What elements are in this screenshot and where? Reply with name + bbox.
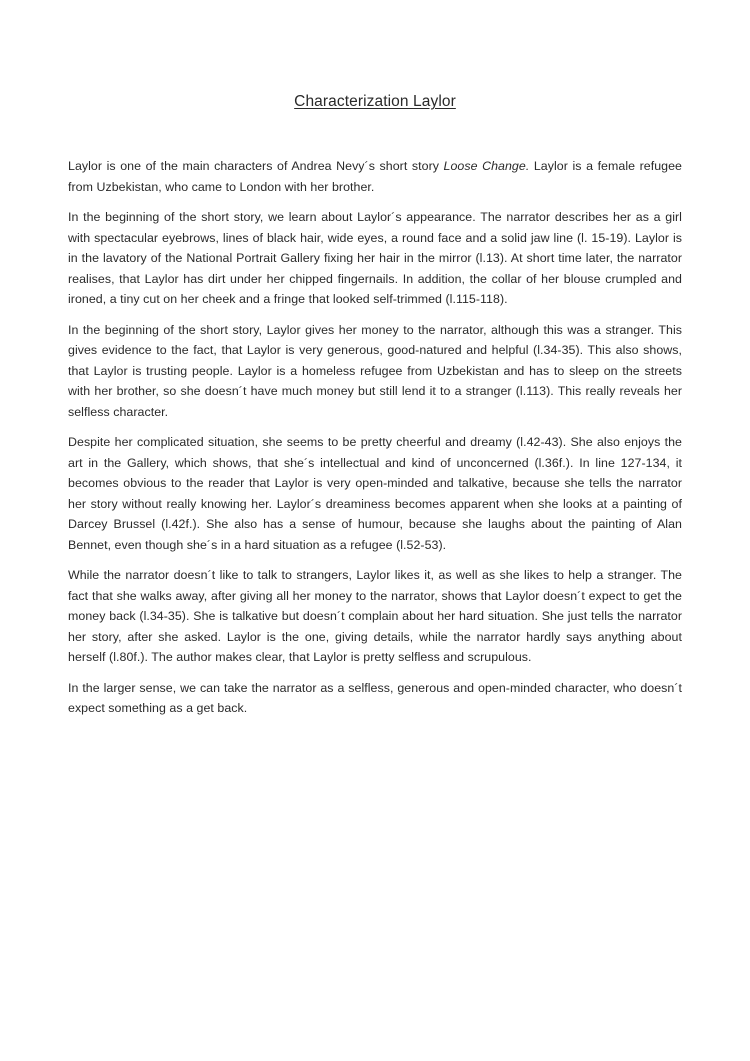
- paragraph-intro: [68, 156, 682, 197]
- paragraph-comparison: While the narrator doesn´t like to talk to strangers, Laylor likes it, as well as she likes to help a stranger. The fact that she walks away, after giving all her money to the narrator, shows that Laylor doesn´t expect to get the money back (l.34-35). She is talkative but doesn´t complain about her hard situation. She just tells the narrator her story, after she asked. Laylor is the one, giving details, while the narrator hardly says anything about herself (l.80f.). The author makes clear, that Laylor is pretty selfless and scrupulous.: [68, 568, 682, 664]
- paragraph-intro-text-before: Laylor is one of the main characters of Andrea Nevy´s short story: [68, 159, 444, 173]
- paragraph-appearance: In the beginning of the short story, we learn about Laylor´s appearance. The narrator describes her as a girl with spectacular eyebrows, lines of black hair, wide eyes, a round face and a solid jaw line (l. 15-19). Laylor is in the lavatory of the National Portrait Gallery fixing her hair in the mirror (l.13). At short time later, the narrator realises, that Laylor has dirt under her chipped fingernails. In addition, the collar of her blouse crumpled and ironed, a tiny cut on her cheek and a fringe that looked self-trimmed (l.115-118).: [68, 210, 682, 306]
- document-body: [68, 156, 682, 729]
- paragraph-intro-text-after: Laylor is a female refugee from Uzbekistan, who came to London with her brother.: [68, 159, 682, 194]
- paragraph-conclusion: In the larger sense, we can take the narrator as a selfless, generous and open-minded character, who doesn´t expect something as a get back.: [68, 680, 682, 715]
- document-title: Characterization Laylor: [294, 93, 456, 110]
- story-title-italic: Loose Change.: [443, 159, 530, 173]
- paragraph-personality: Despite her complicated situation, she seems to be pretty cheerful and dreamy (l.42-43). She also enjoys the art in the Gallery, which shows, that she´s intellectual and kind of unconcerned (l.36f.). In line 127-134, it becomes obvious to the reader that Laylor is very open-minded and talkative, because she tells the narrator her story without really knowing her. Laylor´s dreaminess becomes apparent when she looks at a painting of Darcey Brussel (l.42f.). She also has a sense of humour, because she laughs about the painting of Alan Bennet, even though she´s in a hard situation as a refugee (l.52-53).: [68, 435, 682, 552]
- paragraph-generosity: In the beginning of the short story, Laylor gives her money to the narrator, although this was a stranger. This gives evidence to the fact, that Laylor is very generous, good-natured and helpful (l.34-35). This also shows, that Laylor is trusting people. Laylor is a homeless refugee from Uzbekistan and has to sleep on the streets with her brother, so she doesn´t have much money but still lend it to a stranger (l.113). This really reveals her selfless character.: [68, 322, 682, 419]
